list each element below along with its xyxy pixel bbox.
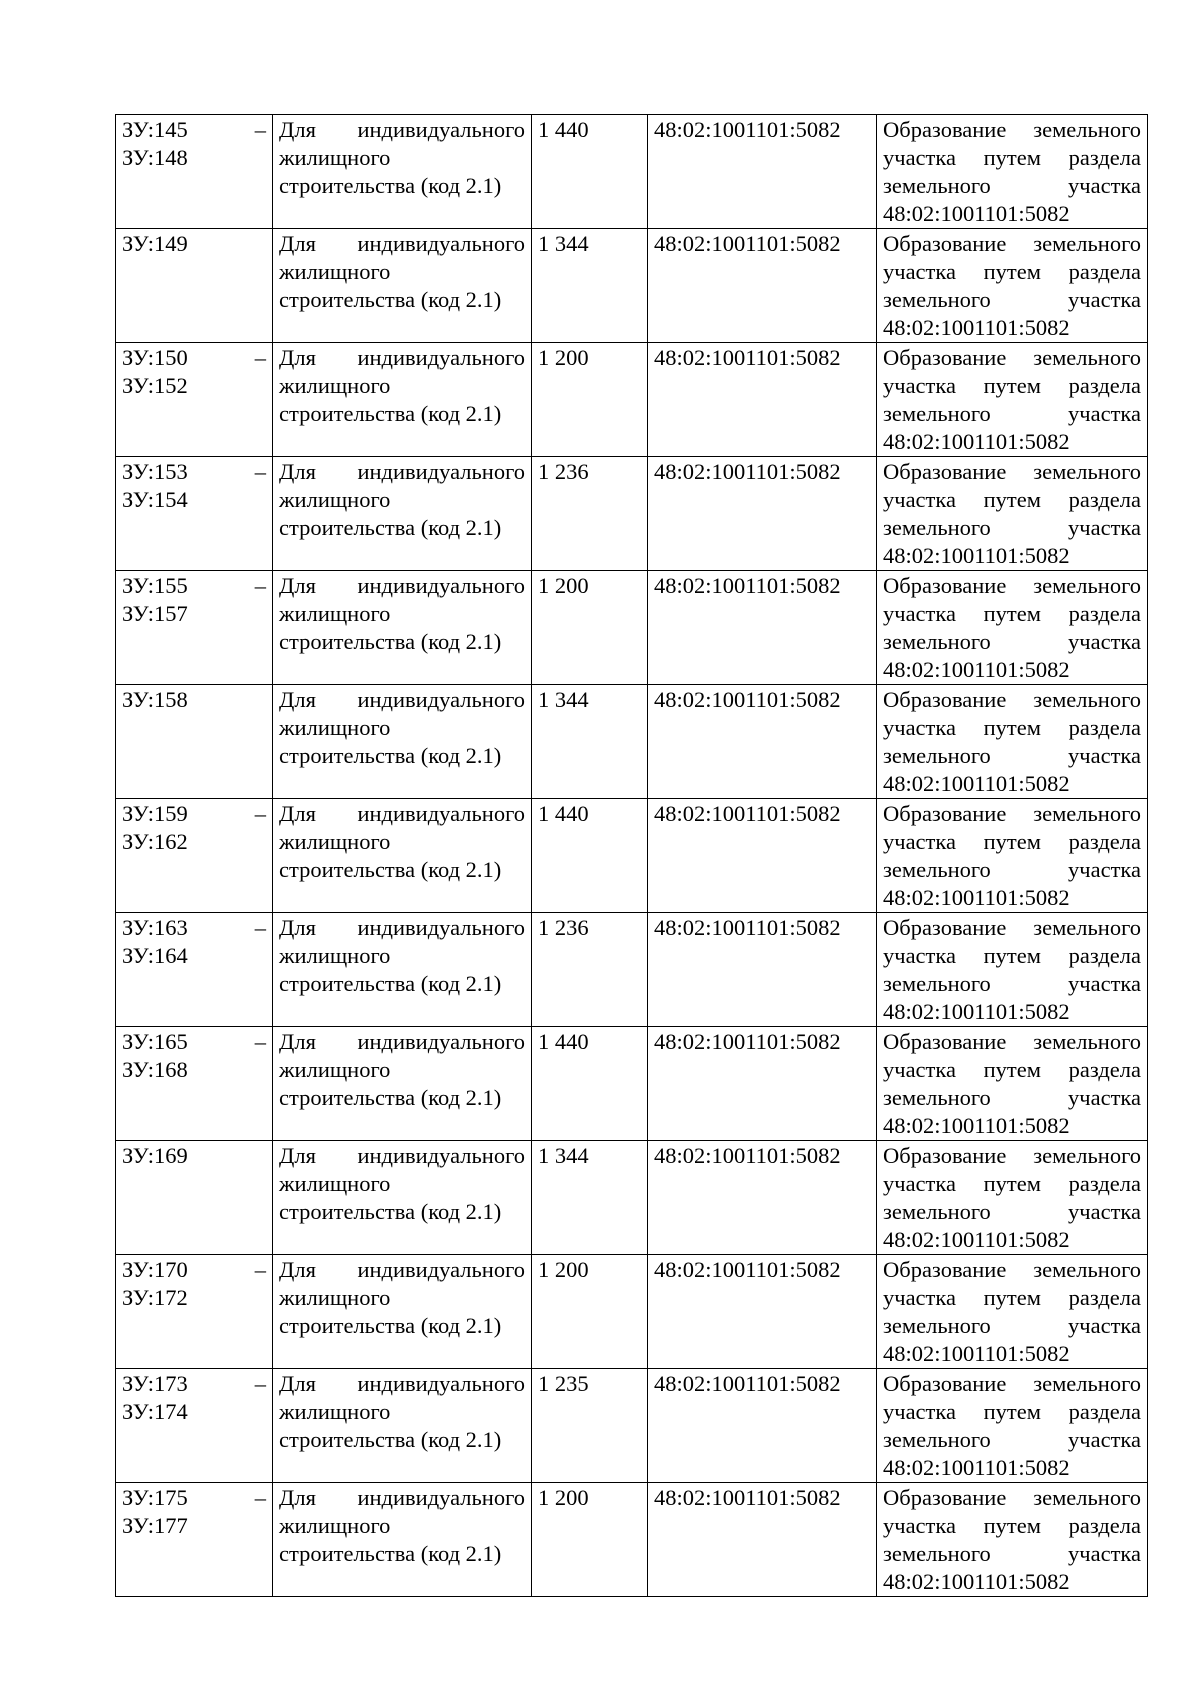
plot-id-from: ЗУ:169 bbox=[122, 1143, 188, 1168]
plot-id-from: ЗУ:159 bbox=[122, 801, 188, 826]
plot-id-cell bbox=[116, 115, 273, 229]
purpose-cell bbox=[273, 685, 532, 799]
purpose-cell bbox=[273, 1027, 532, 1141]
formation-method-cell bbox=[877, 457, 1148, 571]
purpose-line-3: строительства (код 2.1) bbox=[279, 1313, 502, 1338]
formation-method-cell bbox=[877, 1255, 1148, 1369]
purpose-line-1: Для индивидуального bbox=[279, 573, 525, 598]
table-row bbox=[116, 571, 1148, 685]
area-cell: 1 236 bbox=[532, 913, 648, 1027]
range-dash: – bbox=[254, 915, 266, 940]
plot-id-cell bbox=[116, 1141, 273, 1255]
plot-id-to: ЗУ:172 bbox=[122, 1285, 188, 1310]
formation-method-cell bbox=[877, 685, 1148, 799]
method-line-3: земельного участка bbox=[883, 1313, 1141, 1338]
method-line-3: земельного участка bbox=[883, 173, 1141, 198]
table-row bbox=[116, 1141, 1148, 1255]
table-row bbox=[116, 1027, 1148, 1141]
method-line-4: 48:02:1001101:5082 bbox=[883, 1455, 1070, 1480]
purpose-cell bbox=[273, 1483, 532, 1597]
plot-id-to: ЗУ:157 bbox=[122, 601, 188, 626]
purpose-line-1: Для индивидуального bbox=[279, 801, 525, 826]
purpose-line-3: строительства (код 2.1) bbox=[279, 971, 502, 996]
formation-method-cell bbox=[877, 1141, 1148, 1255]
table-body bbox=[116, 115, 1148, 1597]
plot-id-from: ЗУ:149 bbox=[122, 231, 188, 256]
table-row bbox=[116, 1255, 1148, 1369]
table-row bbox=[116, 913, 1148, 1027]
method-line-4: 48:02:1001101:5082 bbox=[883, 1341, 1070, 1366]
plot-id-cell bbox=[116, 913, 273, 1027]
purpose-cell bbox=[273, 799, 532, 913]
purpose-line-1: Для индивидуального bbox=[279, 1485, 525, 1510]
method-line-1: Образование земельного bbox=[883, 687, 1141, 712]
purpose-line-1: Для индивидуального bbox=[279, 1371, 525, 1396]
purpose-line-2: жилищного bbox=[279, 829, 391, 854]
cadastral-number-cell: 48:02:1001101:5082 bbox=[648, 1255, 877, 1369]
plot-id-to: ЗУ:154 bbox=[122, 487, 188, 512]
formation-method-cell bbox=[877, 799, 1148, 913]
table-row bbox=[116, 457, 1148, 571]
plot-id-from: ЗУ:170 bbox=[122, 1257, 188, 1282]
cadastral-number-cell: 48:02:1001101:5082 bbox=[648, 1483, 877, 1597]
plot-id-from: ЗУ:153 bbox=[122, 459, 188, 484]
purpose-line-1: Для индивидуального bbox=[279, 915, 525, 940]
plot-id-to: ЗУ:174 bbox=[122, 1399, 188, 1424]
method-line-4: 48:02:1001101:5082 bbox=[883, 999, 1070, 1024]
area-cell: 1 235 bbox=[532, 1369, 648, 1483]
cadastral-number-cell: 48:02:1001101:5082 bbox=[648, 1027, 877, 1141]
method-line-1: Образование земельного bbox=[883, 1257, 1141, 1282]
formation-method-cell bbox=[877, 229, 1148, 343]
method-line-4: 48:02:1001101:5082 bbox=[883, 429, 1070, 454]
formation-method-cell bbox=[877, 1483, 1148, 1597]
formation-method-cell bbox=[877, 343, 1148, 457]
plot-id-cell bbox=[116, 1369, 273, 1483]
purpose-line-2: жилищного bbox=[279, 145, 391, 170]
formation-method-cell bbox=[877, 1027, 1148, 1141]
method-line-2: участка путем раздела bbox=[883, 487, 1141, 512]
range-dash: – bbox=[254, 573, 266, 598]
method-line-4: 48:02:1001101:5082 bbox=[883, 315, 1070, 340]
method-line-3: земельного участка bbox=[883, 401, 1141, 426]
plot-id-from: ЗУ:150 bbox=[122, 345, 188, 370]
method-line-2: участка путем раздела bbox=[883, 1513, 1141, 1538]
plot-id-from: ЗУ:163 bbox=[122, 915, 188, 940]
purpose-line-3: строительства (код 2.1) bbox=[279, 743, 502, 768]
range-dash: – bbox=[254, 1257, 266, 1282]
plot-id-cell bbox=[116, 685, 273, 799]
purpose-line-1: Для индивидуального bbox=[279, 687, 525, 712]
purpose-line-3: строительства (код 2.1) bbox=[279, 1199, 502, 1224]
purpose-line-1: Для индивидуального bbox=[279, 1029, 525, 1054]
plot-id-to: ЗУ:148 bbox=[122, 145, 188, 170]
purpose-line-2: жилищного bbox=[279, 487, 391, 512]
purpose-line-2: жилищного bbox=[279, 1513, 391, 1538]
purpose-line-1: Для индивидуального bbox=[279, 231, 525, 256]
range-dash: – bbox=[254, 1485, 266, 1510]
method-line-2: участка путем раздела bbox=[883, 259, 1141, 284]
method-line-3: земельного участка bbox=[883, 1085, 1141, 1110]
cadastral-number-cell: 48:02:1001101:5082 bbox=[648, 229, 877, 343]
cadastral-number-cell: 48:02:1001101:5082 bbox=[648, 913, 877, 1027]
plot-id-cell bbox=[116, 1255, 273, 1369]
method-line-3: земельного участка bbox=[883, 857, 1141, 882]
purpose-line-1: Для индивидуального bbox=[279, 345, 525, 370]
method-line-1: Образование земельного bbox=[883, 1371, 1141, 1396]
purpose-line-1: Для индивидуального bbox=[279, 1143, 525, 1168]
method-line-3: земельного участка bbox=[883, 1541, 1141, 1566]
method-line-2: участка путем раздела bbox=[883, 1057, 1141, 1082]
method-line-3: земельного участка bbox=[883, 743, 1141, 768]
purpose-line-2: жилищного bbox=[279, 1399, 391, 1424]
method-line-3: земельного участка bbox=[883, 287, 1141, 312]
method-line-3: земельного участка bbox=[883, 515, 1141, 540]
method-line-3: земельного участка bbox=[883, 629, 1141, 654]
plot-id-from: ЗУ:173 bbox=[122, 1371, 188, 1396]
purpose-line-2: жилищного bbox=[279, 1057, 391, 1082]
plot-id-from: ЗУ:175 bbox=[122, 1485, 188, 1510]
purpose-cell bbox=[273, 115, 532, 229]
area-cell: 1 344 bbox=[532, 229, 648, 343]
method-line-4: 48:02:1001101:5082 bbox=[883, 1227, 1070, 1252]
method-line-2: участка путем раздела bbox=[883, 1285, 1141, 1310]
table-row bbox=[116, 1369, 1148, 1483]
method-line-1: Образование земельного bbox=[883, 1143, 1141, 1168]
method-line-4: 48:02:1001101:5082 bbox=[883, 1113, 1070, 1138]
table-row bbox=[116, 115, 1148, 229]
method-line-2: участка путем раздела bbox=[883, 145, 1141, 170]
purpose-cell bbox=[273, 457, 532, 571]
area-cell: 1 440 bbox=[532, 799, 648, 913]
plot-id-cell bbox=[116, 1483, 273, 1597]
purpose-cell bbox=[273, 1141, 532, 1255]
purpose-line-2: жилищного bbox=[279, 601, 391, 626]
method-line-2: участка путем раздела bbox=[883, 373, 1141, 398]
method-line-2: участка путем раздела bbox=[883, 943, 1141, 968]
area-cell: 1 200 bbox=[532, 343, 648, 457]
purpose-line-1: Для индивидуального bbox=[279, 459, 525, 484]
purpose-line-3: строительства (код 2.1) bbox=[279, 287, 502, 312]
plot-id-cell bbox=[116, 799, 273, 913]
formation-method-cell bbox=[877, 1369, 1148, 1483]
plot-id-cell bbox=[116, 343, 273, 457]
purpose-cell bbox=[273, 913, 532, 1027]
plot-id-to: ЗУ:177 bbox=[122, 1513, 188, 1538]
table-row bbox=[116, 1483, 1148, 1597]
range-dash: – bbox=[254, 1029, 266, 1054]
table-row bbox=[116, 229, 1148, 343]
area-cell: 1 236 bbox=[532, 457, 648, 571]
plot-id-from: ЗУ:165 bbox=[122, 1029, 188, 1054]
purpose-line-3: строительства (код 2.1) bbox=[279, 1427, 502, 1452]
range-dash: – bbox=[254, 117, 266, 142]
cadastral-number-cell: 48:02:1001101:5082 bbox=[648, 799, 877, 913]
area-cell: 1 344 bbox=[532, 685, 648, 799]
formation-method-cell bbox=[877, 913, 1148, 1027]
purpose-line-2: жилищного bbox=[279, 373, 391, 398]
formation-method-cell bbox=[877, 115, 1148, 229]
table-row bbox=[116, 685, 1148, 799]
plot-id-cell bbox=[116, 1027, 273, 1141]
plot-id-to: ЗУ:164 bbox=[122, 943, 188, 968]
purpose-line-2: жилищного bbox=[279, 943, 391, 968]
purpose-line-3: строительства (код 2.1) bbox=[279, 1541, 502, 1566]
plot-id-from: ЗУ:145 bbox=[122, 117, 188, 142]
method-line-1: Образование земельного bbox=[883, 573, 1141, 598]
method-line-1: Образование земельного bbox=[883, 1485, 1141, 1510]
method-line-1: Образование земельного bbox=[883, 459, 1141, 484]
method-line-4: 48:02:1001101:5082 bbox=[883, 543, 1070, 568]
method-line-4: 48:02:1001101:5082 bbox=[883, 657, 1070, 682]
method-line-3: земельного участка bbox=[883, 1199, 1141, 1224]
area-cell: 1 440 bbox=[532, 115, 648, 229]
method-line-1: Образование земельного bbox=[883, 231, 1141, 256]
area-cell: 1 344 bbox=[532, 1141, 648, 1255]
purpose-line-2: жилищного bbox=[279, 1285, 391, 1310]
method-line-4: 48:02:1001101:5082 bbox=[883, 885, 1070, 910]
cadastral-number-cell: 48:02:1001101:5082 bbox=[648, 685, 877, 799]
method-line-1: Образование земельного bbox=[883, 1029, 1141, 1054]
method-line-2: участка путем раздела bbox=[883, 829, 1141, 854]
purpose-line-2: жилищного bbox=[279, 1171, 391, 1196]
area-cell: 1 200 bbox=[532, 1255, 648, 1369]
plot-id-to: ЗУ:162 bbox=[122, 829, 188, 854]
purpose-line-2: жилищного bbox=[279, 259, 391, 284]
formation-method-cell bbox=[877, 571, 1148, 685]
method-line-1: Образование земельного bbox=[883, 915, 1141, 940]
purpose-line-3: строительства (код 2.1) bbox=[279, 401, 502, 426]
plot-id-cell bbox=[116, 229, 273, 343]
purpose-cell bbox=[273, 229, 532, 343]
method-line-2: участка путем раздела bbox=[883, 601, 1141, 626]
purpose-line-3: строительства (код 2.1) bbox=[279, 515, 502, 540]
purpose-line-3: строительства (код 2.1) bbox=[279, 1085, 502, 1110]
method-line-2: участка путем раздела bbox=[883, 1171, 1141, 1196]
area-cell: 1 200 bbox=[532, 1483, 648, 1597]
method-line-3: земельного участка bbox=[883, 971, 1141, 996]
cadastral-number-cell: 48:02:1001101:5082 bbox=[648, 1141, 877, 1255]
method-line-2: участка путем раздела bbox=[883, 715, 1141, 740]
table-row bbox=[116, 343, 1148, 457]
purpose-line-3: строительства (код 2.1) bbox=[279, 173, 502, 198]
purpose-cell bbox=[273, 571, 532, 685]
purpose-cell bbox=[273, 1369, 532, 1483]
cadastral-number-cell: 48:02:1001101:5082 bbox=[648, 571, 877, 685]
method-line-3: земельного участка bbox=[883, 1427, 1141, 1452]
method-line-2: участка путем раздела bbox=[883, 1399, 1141, 1424]
range-dash: – bbox=[254, 1371, 266, 1396]
cadastral-number-cell: 48:02:1001101:5082 bbox=[648, 115, 877, 229]
area-cell: 1 200 bbox=[532, 571, 648, 685]
range-dash: – bbox=[254, 801, 266, 826]
purpose-cell bbox=[273, 343, 532, 457]
purpose-line-1: Для индивидуального bbox=[279, 117, 525, 142]
purpose-cell bbox=[273, 1255, 532, 1369]
plot-id-cell bbox=[116, 571, 273, 685]
range-dash: – bbox=[254, 345, 266, 370]
purpose-line-2: жилищного bbox=[279, 715, 391, 740]
cadastral-number-cell: 48:02:1001101:5082 bbox=[648, 457, 877, 571]
range-dash: – bbox=[254, 459, 266, 484]
method-line-4: 48:02:1001101:5082 bbox=[883, 1569, 1070, 1594]
plot-id-from: ЗУ:155 bbox=[122, 573, 188, 598]
purpose-line-3: строительства (код 2.1) bbox=[279, 629, 502, 654]
method-line-4: 48:02:1001101:5082 bbox=[883, 771, 1070, 796]
purpose-line-1: Для индивидуального bbox=[279, 1257, 525, 1282]
cadastral-number-cell: 48:02:1001101:5082 bbox=[648, 1369, 877, 1483]
land-plots-table bbox=[115, 114, 1148, 1597]
table-row bbox=[116, 799, 1148, 913]
method-line-1: Образование земельного bbox=[883, 117, 1141, 142]
method-line-1: Образование земельного bbox=[883, 801, 1141, 826]
cadastral-number-cell: 48:02:1001101:5082 bbox=[648, 343, 877, 457]
plot-id-to: ЗУ:152 bbox=[122, 373, 188, 398]
method-line-4: 48:02:1001101:5082 bbox=[883, 201, 1070, 226]
plot-id-cell bbox=[116, 457, 273, 571]
purpose-line-3: строительства (код 2.1) bbox=[279, 857, 502, 882]
plot-id-from: ЗУ:158 bbox=[122, 687, 188, 712]
method-line-1: Образование земельного bbox=[883, 345, 1141, 370]
plot-id-to: ЗУ:168 bbox=[122, 1057, 188, 1082]
area-cell: 1 440 bbox=[532, 1027, 648, 1141]
